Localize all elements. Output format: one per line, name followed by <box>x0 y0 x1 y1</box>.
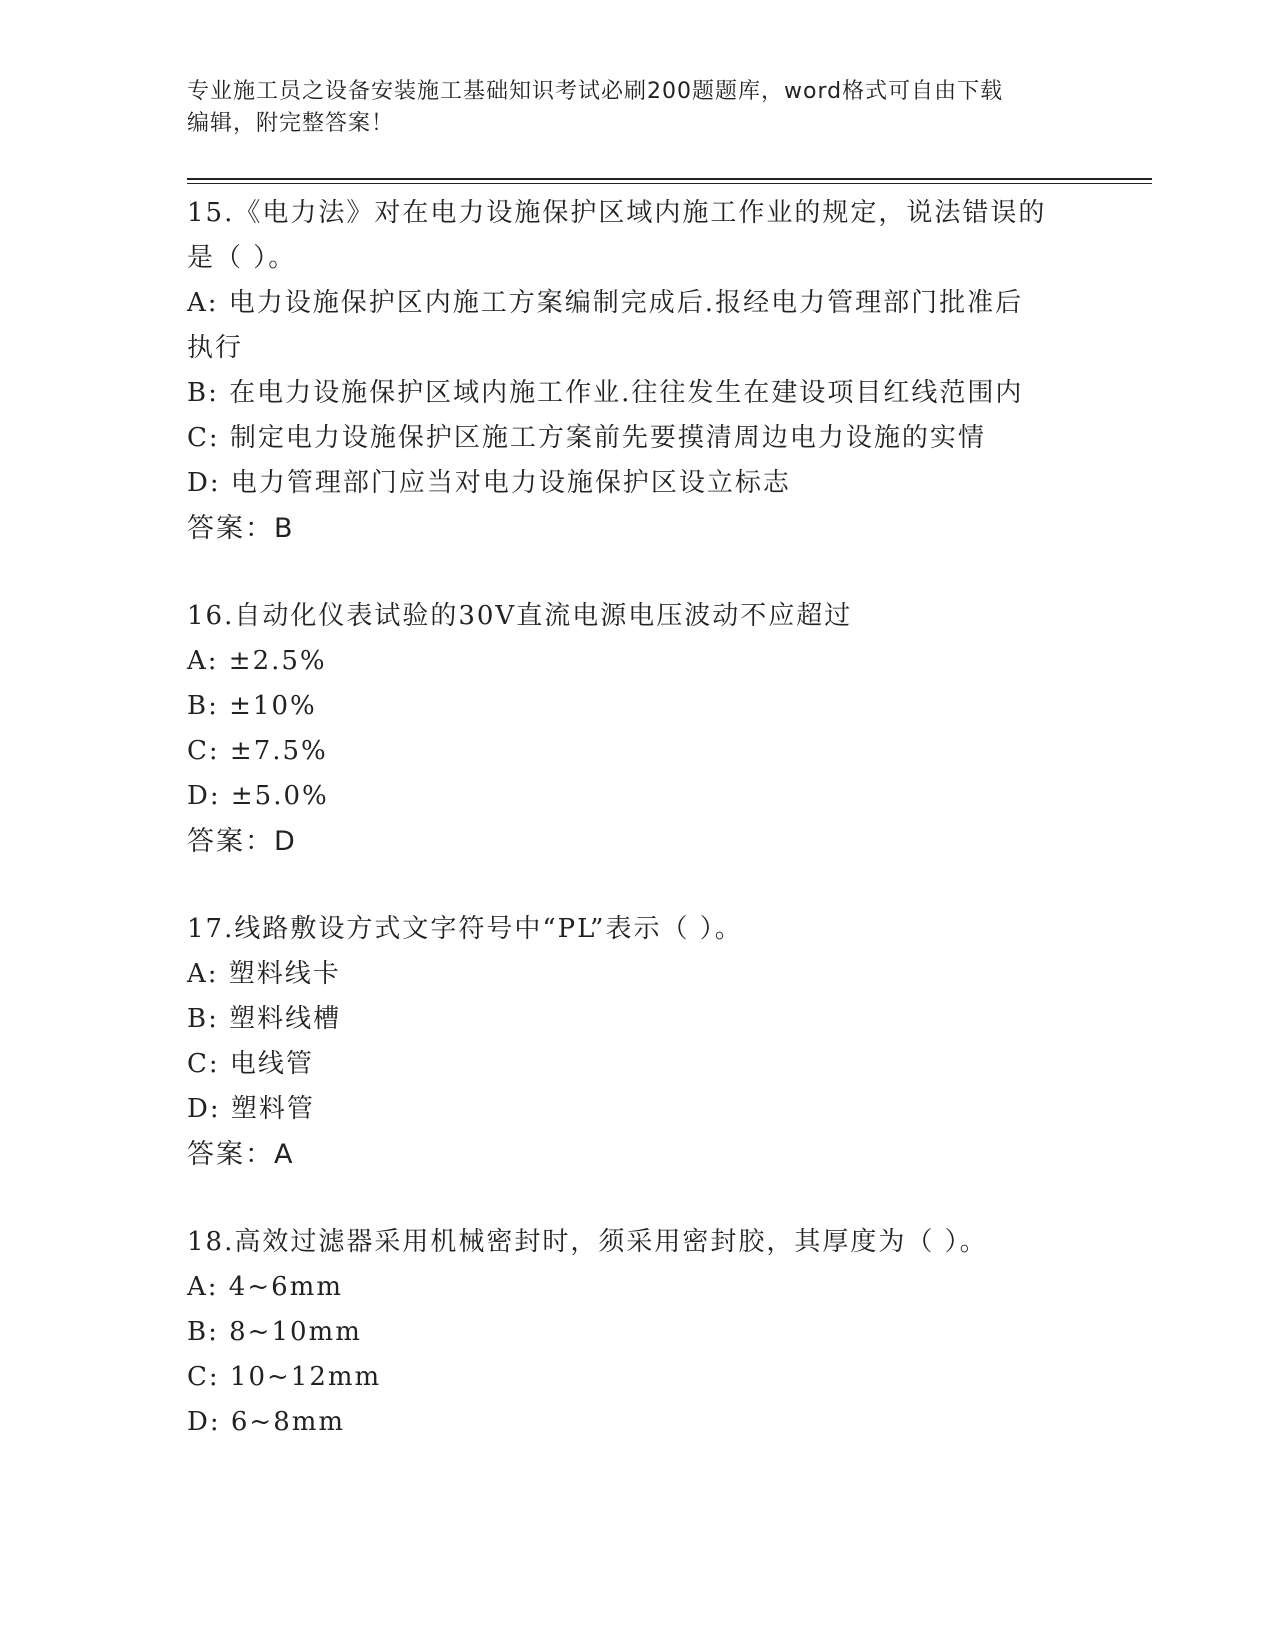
option-a: A: 塑料线卡 <box>187 959 341 989</box>
option-d: D: 电力管理部门应当对电力设施保护区设立标志 <box>187 468 791 498</box>
document-header <box>187 76 1067 140</box>
option-c: C: ±7.5% <box>187 736 328 766</box>
answer-label: 答案：A <box>187 1139 295 1170</box>
option-b: B: ±10% <box>187 691 317 721</box>
header-line-2: 编辑，附完整答案！ <box>187 111 395 136</box>
option-a-continued: 执行 <box>187 333 244 363</box>
option-b: B: 塑料线槽 <box>187 1004 342 1034</box>
question-stem: 17.线路敷设方式文字符号中“PL”表示（ ）。 <box>187 914 743 944</box>
question-list <box>187 191 1087 1445</box>
header-divider-thick <box>187 178 1152 180</box>
option-b: B: 在电力设施保护区域内施工作业.往往发生在建设项目红线范围内 <box>187 378 1024 408</box>
option-a: A: 4~6mm <box>187 1272 343 1302</box>
question-16 <box>187 594 1087 864</box>
option-b: B: 8~10mm <box>187 1317 362 1347</box>
option-d: D: 6~8mm <box>187 1407 346 1437</box>
option-a: A: ±2.5% <box>187 646 327 676</box>
header-divider-thin <box>187 183 1152 184</box>
header-line-1: 专业施工员之设备安装施工基础知识考试必刷200题题库，word格式可自由下载 <box>187 79 1004 104</box>
answer-label: 答案：B <box>187 513 295 544</box>
option-d: D: ±5.0% <box>187 781 329 811</box>
question-15 <box>187 191 1087 551</box>
option-d: D: 塑料管 <box>187 1094 315 1124</box>
question-stem-continued: 是（ ）。 <box>187 243 297 273</box>
question-18 <box>187 1220 1087 1445</box>
answer-label: 答案：D <box>187 826 297 857</box>
option-c: C: 10~12mm <box>187 1362 382 1392</box>
option-c: C: 电线管 <box>187 1049 314 1079</box>
question-stem: 18.高效过滤器采用机械密封时，须采用密封胶，其厚度为（ ）。 <box>187 1227 988 1257</box>
option-c: C: 制定电力设施保护区施工方案前先要摸清周边电力设施的实情 <box>187 423 986 453</box>
option-a: A: 电力设施保护区内施工方案编制完成后.报经电力管理部门批准后 <box>187 288 1024 318</box>
question-stem: 16.自动化仪表试验的30V直流电源电压波动不应超过 <box>187 601 853 631</box>
question-17 <box>187 907 1087 1177</box>
question-stem: 15.《电力法》对在电力设施保护区域内施工作业的规定，说法错误的 <box>187 198 1047 228</box>
